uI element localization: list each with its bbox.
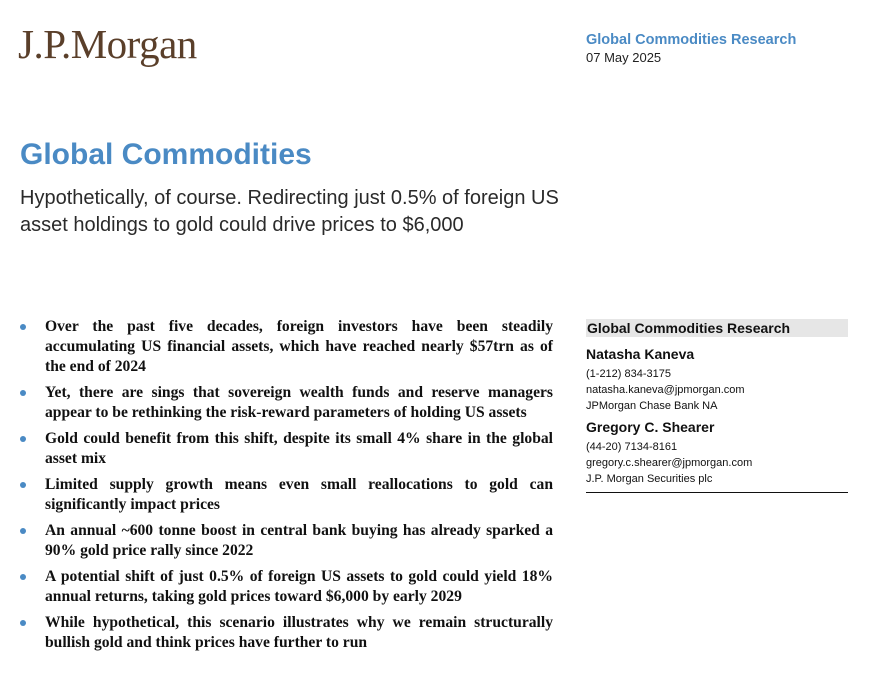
key-point [20, 613, 553, 653]
key-point [20, 521, 553, 561]
page-subtitle: Hypothetically, of course. Redirecting just 0.5% of foreign US asset holdings to gold could drive prices to $6,000 [20, 187, 559, 236]
analyst-contact [586, 346, 848, 414]
key-point-text: Gold could benefit from this shift, despite its small 4% share in the global asset mix [45, 430, 553, 467]
analyst-name: Gregory C. Shearer [586, 419, 715, 435]
key-points-list [20, 317, 553, 659]
key-point-text: An annual ~600 tonne boost in central bank buying has already sparked a 90% gold price rally since 2022 [45, 522, 553, 559]
analyst-email-link[interactable]: natasha.kaneva@jpmorgan.com [586, 384, 745, 396]
key-point [20, 567, 553, 607]
analyst-entity: JPMorgan Chase Bank NA [586, 400, 718, 412]
key-point-text: Limited supply growth means even small reallocations to gold can significantly impact prices [45, 476, 553, 513]
key-point-text: A potential shift of just 0.5% of foreign US assets to gold could yield 18% annual returns, taking gold prices toward $6,000 by early 2029 [45, 568, 553, 605]
key-point-text: While hypothetical, this scenario illustrates why we remain structurally bullish gold and think prices have further to run [45, 614, 553, 651]
key-point-text: Yet, there are sings that sovereign wealth funds and reserve managers appear to be rethinking the risk-reward parameters of holding US assets [45, 384, 553, 421]
bullet-icon [20, 482, 26, 488]
sidebar-divider [586, 492, 848, 493]
analyst-phone: (1-212) 834-3175 [586, 368, 672, 380]
report-header-meta [586, 31, 796, 67]
bullet-icon [20, 436, 26, 442]
analyst-name: Natasha Kaneva [586, 346, 695, 362]
analyst-phone: (44-20) 7134-8161 [586, 441, 678, 453]
bullet-icon [20, 390, 26, 396]
key-point [20, 383, 553, 423]
bullet-icon [20, 528, 26, 534]
analyst-contact [586, 419, 848, 487]
bullet-icon [20, 574, 26, 580]
page-title: Global Commodities [20, 138, 312, 171]
bullet-icon [20, 324, 26, 330]
report-date: 07 May 2025 [586, 50, 662, 65]
key-point [20, 317, 553, 377]
analyst-email-link[interactable]: gregory.c.shearer@jpmorgan.com [586, 457, 753, 469]
jpmorgan-logo: J.P.Morgan [18, 21, 197, 67]
analyst-entity: J.P. Morgan Securities plc [586, 473, 713, 485]
analyst-sidebar [586, 319, 848, 493]
key-point [20, 429, 553, 469]
report-series-title: Global Commodities Research [586, 32, 797, 48]
sidebar-heading: Global Commodities Research [586, 319, 848, 337]
key-point [20, 475, 553, 515]
bullet-icon [20, 620, 26, 626]
key-point-text: Over the past five decades, foreign investors have been steadily accumulating US financial assets, which have reached nearly $57trn as of the end of 2024 [45, 318, 553, 375]
